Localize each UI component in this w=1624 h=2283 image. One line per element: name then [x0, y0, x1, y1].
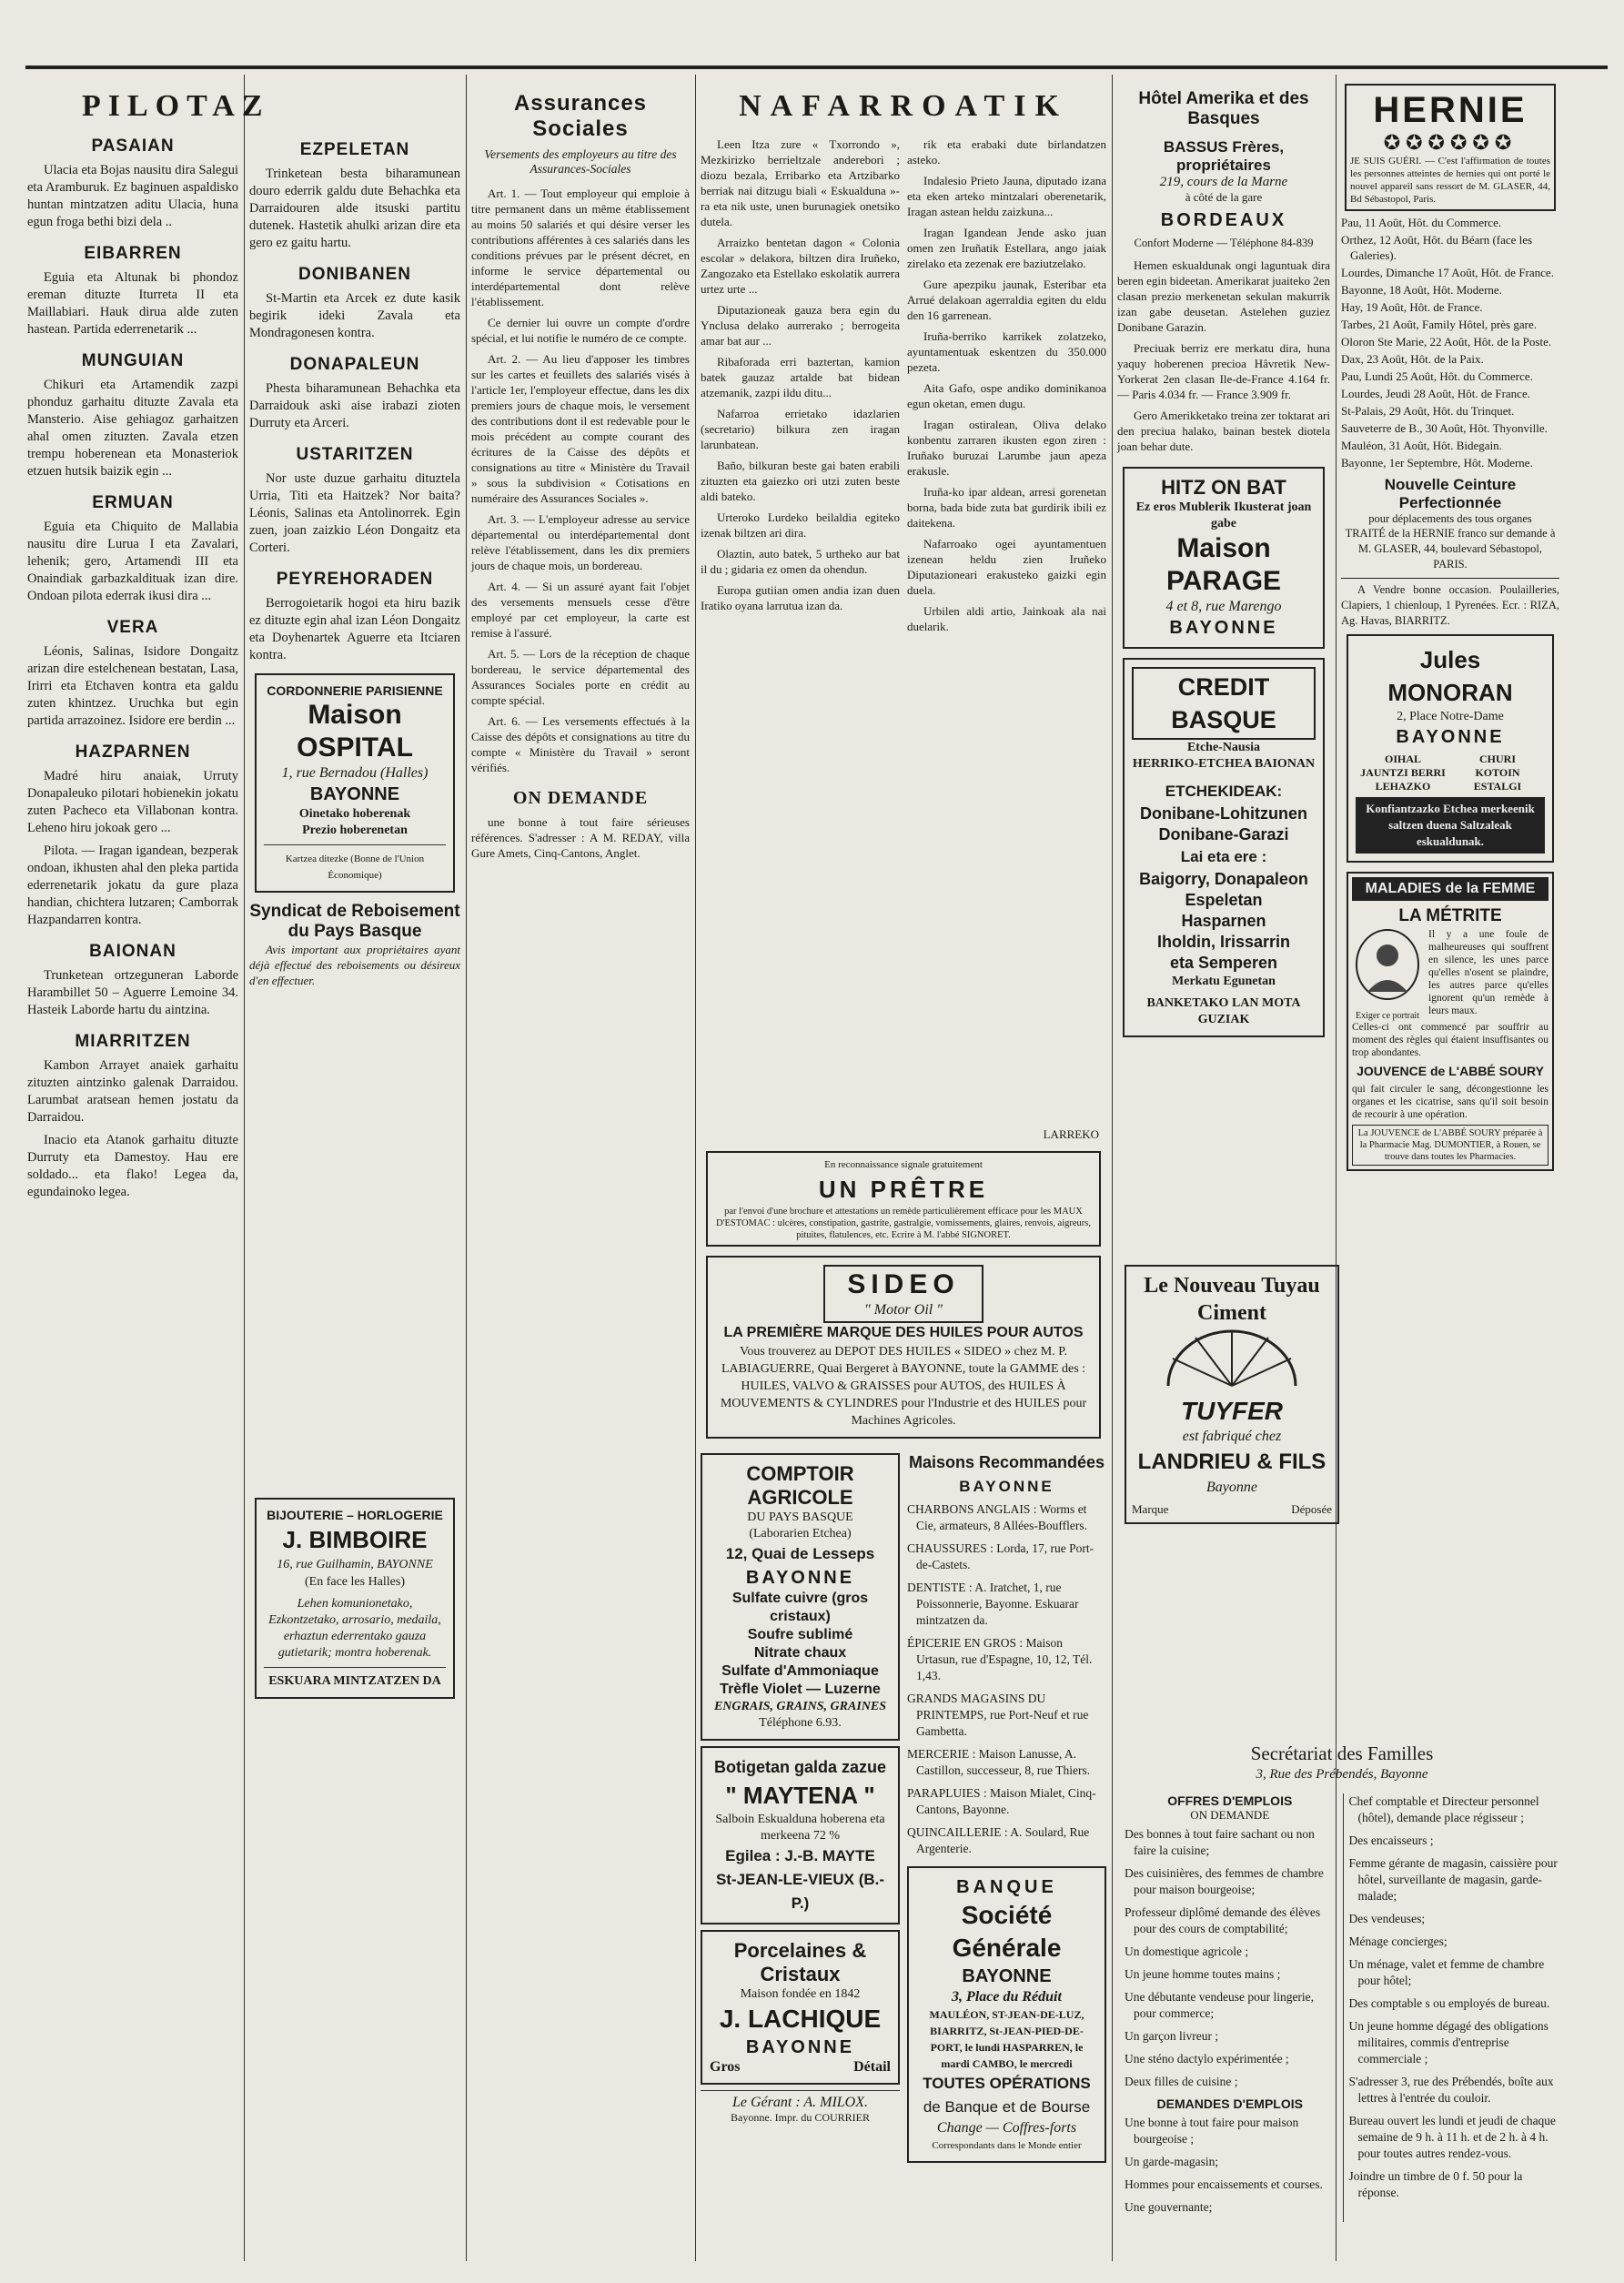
- section-title: NAFARROATIK: [739, 89, 1068, 123]
- hotel-tel: Confort Moderne — Téléphone 84-839: [1134, 237, 1314, 249]
- offres-title: OFFRES D'EMPLOIS: [1167, 1793, 1293, 1808]
- offre-item: Un domestique agricole ;: [1125, 1945, 1249, 1958]
- section-heading: EZPELETAN: [299, 140, 410, 159]
- secretariat-item: Des encaisseurs ;: [1348, 1833, 1434, 1847]
- hernie-tour: [1341, 215, 1559, 470]
- section-body: Kambon Arrayet anaiek garhaitu zituzten aintzinko galenak Darraidou. Larumbat aratsean hemen jostatu da Darraidou.: [27, 1058, 238, 1125]
- tour-stop: Mauléon, 31 Août, Hôt. Bidegain.: [1341, 439, 1502, 452]
- ad-item: Nitrate chaux: [753, 1645, 847, 1661]
- secretariat-item: Un jeune homme dégagé des obligations militaires, commis d'entreprise commerciale ;: [1348, 2019, 1548, 2066]
- hotel-title: Hôtel Amerika et des Basques: [1138, 89, 1309, 128]
- ad-body: qui fait circuler le sang, décongestionne les organes et les cicatrise, sans qu'il soit besoin de recourir à une opération.: [1352, 1084, 1548, 1120]
- ad-sideo: [706, 1256, 1101, 1439]
- tour-stop: Pau, 11 Août, Hôt. du Commerce.: [1341, 216, 1502, 229]
- section-body: Chikuri eta Artamendik zazpi phonduz garhaitu dituzte Zavala eta Mansterio. Aise gehiagoz garhaitzen ahal omen zituzten. Zavala etzen trempu hoberenean eta Monasteriok etzuen hutsik baizik egin ...: [27, 378, 238, 479]
- ad-grid: [1356, 753, 1545, 793]
- ad-city: BAYONNE: [745, 1568, 855, 1588]
- grid-cell: ESTALGI: [1473, 780, 1522, 793]
- tour-stop: Dax, 23 Août, Hôt. de la Paix.: [1341, 352, 1484, 366]
- tour-stop: Lourdes, Dimanche 17 Août, Hôt. de France.: [1341, 266, 1554, 279]
- demande-item: Une bonne à tout faire pour maison bourgeoise ;: [1125, 2116, 1299, 2146]
- ad-maytena: [701, 1746, 900, 1924]
- grid-cell: OIHAL: [1384, 753, 1421, 765]
- column-rule: [1112, 75, 1113, 2261]
- section-body: Madré hiru anaiak, Urruty Donapaleuko pilotari hobienekin jokatu zuten Pacheco eta Villabonan kontra. Leheno hiru jokoak gero ...: [27, 769, 238, 835]
- ad-name: Porcelaines & Cristaux: [733, 1939, 867, 1985]
- ads-left: [701, 1448, 900, 2172]
- ad-body: Salboin Eskualduna hoberena eta merkeena 72 %: [715, 1813, 885, 1843]
- credit-place: Donibane-Lohitzunen: [1140, 804, 1307, 823]
- article-paragraph: Art. 2. — Au lieu d'apposer les timbres sur les cartes et feuillets des salariés visés à l'article 1er, l'employeur effectue, dans les dix premiers jours de chaque mois, le versement des contributions dont il est redevable pour le mois précédent au compte courant des écritures de la Caisse des dépôts et consignations au titre « Ministère du Travail » sous la subdivision « Cotisations en numéraire des Assurances Sociales ».: [471, 352, 690, 505]
- secretariat-item: Ménage concierges;: [1348, 1934, 1447, 1948]
- section-body: St-Martin eta Arcek ez dute kasik begirik ideki Zavala eta Mondragonesen kontra.: [249, 291, 460, 340]
- tour-stop: Hay, 19 Août, Hôt. de France.: [1341, 300, 1483, 314]
- article-paragraph: Olaztin, auto batek, 5 urtheko aur bat il du ; gidaria ez omen da ohendun.: [701, 547, 900, 576]
- grid-cell: CHURI: [1478, 753, 1516, 765]
- offre-item: Un garçon livreur ;: [1125, 2029, 1219, 2043]
- demandes-title: DEMANDES D'EMPLOIS: [1156, 2096, 1303, 2111]
- section-body: Pilota. — Iragan igandean, bezperak ondoan, ikhusten ahal den pleka partida ederrenetarik jokatu da gure plaza handian, chichtera lutzaren; Camborrak Hazpandarren kontra.: [27, 843, 238, 927]
- nafarroatik-left: [701, 136, 900, 1124]
- offre-item: Deux filles de cuisine ;: [1125, 2075, 1238, 2088]
- ad-city: BAYONNE: [962, 1966, 1052, 1986]
- article-paragraph: rik eta erabaki dute birlandatzen asteko.: [907, 137, 1106, 167]
- portrait-caption: Exiger ce portrait: [1356, 1011, 1419, 1021]
- ad-sub: Ez eros Mublerik Ikusterat joan gabe: [1135, 500, 1312, 530]
- ad-title: Le Nouveau Tuyau Ciment: [1144, 1274, 1320, 1325]
- ad-name: Maison PARAGE: [1165, 533, 1282, 596]
- ad-sub: LA MÉTRITE: [1398, 906, 1502, 925]
- ad-address: 3, Place du Réduit: [952, 1989, 1062, 2005]
- ad-address: 1, rue Bernadou (Halles): [281, 765, 429, 781]
- hotel-city: BORDEAUX: [1160, 210, 1287, 230]
- section-body: Nor uste duzue garhaitu dituztela Urria, Titi eta Haitzek? Nor baita? Léonis, Salinas eta Antolinorrek. Egin zuen, joan zaizkio Léon Dongaitz eta Corteri.: [249, 471, 460, 555]
- credit-place: Donibane-Garazi: [1158, 825, 1289, 843]
- maisons-title: Maisons Recommandées: [908, 1453, 1105, 1471]
- on-demande-title: ON DEMANDE: [512, 788, 649, 808]
- article-paragraph: Art. 3. — L'employeur adresse au service départemental ou interdépartemental dont relève l'établissement, dans les dix premiers jours de chaque mois, un bordereau.: [471, 512, 690, 572]
- grid-cell: KOTOIN: [1475, 766, 1520, 779]
- column-pilotaz: [27, 80, 270, 2265]
- offre-item: Des cuisinières, des femmes de chambre pour maison bourgeoise;: [1125, 1866, 1324, 1896]
- section-title: Assurances Sociales: [513, 91, 648, 141]
- ad-items: [710, 1590, 891, 1699]
- ad-name: SIDEO: [847, 1269, 960, 1299]
- article-paragraph: Iragan ostiralean, Oliva delako konbentu zarraren ikusten egon ziren : Iruñako buruzai Larumbe jaun apeza erakusle.: [907, 418, 1106, 478]
- hotel-body: Hemen eskualdunak ongi laguntuak dira beren egin bideetan. Amerikarat juaiteko 2en clasan prezio merkenetan sekulan makurrik izan gabe deusetan. Astelehen guziez Donibane Garazin.: [1117, 258, 1330, 334]
- ad-footer: Konfiantzazko Etchea merkeenik saltzen duena Saltzaleak eskualdunak.: [1356, 797, 1545, 854]
- ad-item: Trèfle Violet — Luzerne: [720, 1682, 881, 1697]
- hotel-owner: BASSUS Frères, propriétaires: [1163, 138, 1285, 174]
- article-paragraph: Aita Gafo, ospe andiko dominikanoa egun oketan, emen dugu.: [907, 381, 1106, 410]
- ad-note: Merkatu Egunetan: [1172, 975, 1276, 988]
- ad-city: Bayonne: [1206, 1480, 1257, 1495]
- ad-body: JE SUIS GUÉRI. — C'est l'affirmation de toutes les personnes atteintes de hernies qui ont porté le nouvel appareil sans ressort de M. GLASER, 44, Bd Sébastopol, Paris.: [1350, 156, 1550, 205]
- hotel-address: 219, cours de la Marne: [1159, 175, 1288, 189]
- ad-places: [1132, 869, 1316, 974]
- offre-item: Des bonnes à tout faire sachant ou non faire la cuisine;: [1125, 1827, 1315, 1857]
- article-paragraph: Iruña-berriko karrikek zolatzeko, ayuntamentuak eskentzen du 350.000 pezeta.: [907, 329, 1106, 374]
- ad-unpretre: [706, 1151, 1101, 1247]
- section-heading: ERMUAN: [92, 493, 174, 512]
- ad-name: J. BIMBOIRE: [282, 1526, 428, 1553]
- ad-top: Botigetan galda zazue: [713, 1758, 887, 1776]
- ad-gros: Gros: [710, 2059, 741, 2075]
- section-subtitle: Versements des employeurs au titre des Assurances-Sociales: [484, 147, 677, 176]
- section-body: Eguia eta Chiquito de Mallabia nausitu dire Lurua I eta Zavalari, lehenik; gero, Artamendi III eta Onaindiak garbazkaldituak izan dire. Ondoan pilota ederrak ikusi dira ...: [27, 520, 238, 603]
- ad-city: BAYONNE: [1396, 727, 1505, 747]
- ad-owner: J. LACHIQUE: [719, 2005, 882, 2033]
- article-paragraph: Arraizko bentetan dagon « Colonia escolar » delakora, biltzen dira Iruñeko, Zangozako eta Estellako eskolatik aurrera urtez urte ...: [701, 236, 900, 296]
- maison-item: MERCERIE : Maison Lanusse, A. Castillon, successeur, 8, rue Thiers.: [907, 1747, 1091, 1777]
- ad-sub: HERRIKO-ETCHEA BAIONAN: [1132, 757, 1316, 771]
- secretariat-item: Un ménage, valet et femme de chambre pour hôtel;: [1348, 1957, 1545, 1987]
- hotel-near: à côté de la gare: [1185, 190, 1263, 204]
- ad-city: St-JEAN-LE-VIEUX (B.-P.): [715, 1871, 885, 1912]
- offres-list: [1125, 1826, 1336, 2090]
- section-heading: PEYREHORADEN: [276, 570, 434, 589]
- article-paragraph: Nafarroako ogei ayuntamentuen izenean heldu zien Iruñeko Diputazioneari erakusteko gaizki egin duela.: [907, 537, 1106, 597]
- ad-body: Celles-ci ont commencé par souffrir au moment des règles qui étaient insuffisantes ou trop abondantes.: [1352, 1022, 1548, 1058]
- article-paragraph: Urbilen aldi artio, Jainkoak ala nai duelarik.: [907, 604, 1106, 633]
- gerant: Le Gérant : A. MILOX.: [701, 2090, 900, 2111]
- offres-sub: ON DEMANDE: [1190, 1808, 1270, 1822]
- signature: LARREKO: [1043, 1127, 1099, 1141]
- article-paragraph: Indalesio Prieto Jauna, diputado izana eta eken arteko mintzalari oberenetarik, Iragan astean heldu zaizkuna...: [907, 174, 1106, 218]
- tour-stop: Bayonne, 1er Septembre, Hôt. Moderne.: [1341, 456, 1533, 470]
- credit-place: Hasparnen: [1181, 912, 1266, 930]
- medals-icon: ✪✪✪✪✪✪: [1383, 131, 1518, 154]
- ad-name: Jules MONORAN: [1387, 646, 1513, 706]
- ad-top: CORDONNERIE PARISIENNE: [267, 683, 443, 698]
- credit-place: Baigorry, Donapaleon: [1139, 870, 1308, 888]
- maison-item: QUINCAILLERIE : A. Soulard, Rue Argenterie.: [907, 1825, 1090, 1855]
- article-paragraph: Nafarroa errietako idazlarien (secretario) bilkura zen iragan larunbatean.: [701, 407, 900, 451]
- sunburst-icon: [1141, 1327, 1323, 1390]
- ad-note: (En face les Halles): [305, 1575, 405, 1589]
- section-heading: EIBARREN: [84, 244, 182, 263]
- secretariat-item: S'adresser 3, rue des Prébendés, boîte aux lettres à l'entrée du couloir.: [1348, 2075, 1554, 2105]
- maison-item: GRANDS MAGASINS DU PRINTEMPS, rue Port-Neuf et rue Gambetta.: [907, 1692, 1089, 1738]
- ad-footer: ESKUARA MINTZATZEN DA: [268, 1674, 441, 1688]
- secretariat-address: 3, Rue des Prébendés, Bayonne: [1256, 1767, 1428, 1782]
- offre-item: Une débutante vendeuse pour lingerie, pour commerce;: [1125, 1990, 1315, 2020]
- ad-city: BAYONNE: [1169, 618, 1278, 638]
- ad-monoran: [1347, 634, 1554, 863]
- ad-city: BAYONNE: [745, 2037, 855, 2057]
- ad-item: Sulfate d'Ammoniaque: [721, 1663, 879, 1679]
- section-body: Trinketean besta biharamunean douro ederrik galdu dute Behachka eta Darraidouren alde itsuski partitu dutenek. Hastetik ahulki arizan dire eta gero ez gaitu hartu.: [249, 167, 460, 250]
- a-vendre: A Vendre bonne occasion. Poulailleries, Clapiers, 1 chienloup, 1 Pyrenées. Ecr. : RIZA, Ag. Havas, BIARRITZ.: [1341, 578, 1559, 629]
- ad-sub: Maison fondée en 1842: [740, 1987, 861, 2001]
- secretariat-left: [1125, 1793, 1336, 2222]
- ad-body: Vous trouverez au DEPOT DES HUILES « SIDEO » chez M. P. LABIAGUERRE, Quai Bergeret à BAYONNE, toute la GAMME des : HUILES, VALVO & GRAISSES pour AUTOS, des HUILES À MOUVEMENTS & CYLINDRES pour l'Industrie et des HUILES pour Machines Agricoles.: [720, 1345, 1087, 1428]
- article-paragraph: Baño, bilkuran beste gai baten erabili zituzten eta gaiezko ori utzi zuten beste aldi bateko.: [701, 459, 900, 503]
- maison-item: DENTISTE : A. Iratchet, 1, rue Poissonnerie, Bayonne. Eskuarar mintzatzen da.: [907, 1581, 1079, 1627]
- ad-footer: La JOUVENCE de L'ABBÉ SOURY préparée à la Pharmacie Mag. DUMONTIER, à Rouen, se trouve dans toutes les Pharmacies.: [1352, 1125, 1548, 1166]
- column-rule: [695, 75, 696, 2261]
- credit-place: Espeletan: [1185, 891, 1263, 909]
- ad-gros-detail: [710, 2059, 891, 2076]
- section-heading: BAIONAN: [89, 942, 177, 961]
- secretariat-item: Des vendeuses;: [1348, 1912, 1426, 1925]
- article-paragraph: Art. 1. — Tout employeur qui emploie à titre permanent dans un même établissement au moins 50 salariés et qui désire verser les contributions afférentes à ces salariés dans les conditions prévues par le présent décret, en informe le service départemental ou interdépartemental dont relève l'établissement.: [471, 187, 690, 308]
- ad-bijouterie: [255, 1498, 455, 1699]
- ad-marque: [1132, 1502, 1332, 1517]
- ad-name: " MAYTENA ": [725, 1782, 875, 1809]
- column-rule: [244, 75, 245, 2261]
- section-body: Berrogoietarik hogoi eta hiru bazik ez dituzte egin ahal izan Léon Dongaitz eta Doyhenartek Aguerre eta Itciaren kontra.: [249, 596, 460, 662]
- tour-stop: Tarbes, 21 Août, Family Hôtel, près gare.: [1341, 318, 1537, 331]
- ad-comptoir: [701, 1453, 900, 1741]
- secretariat-item: Joindre un timbre de 0 f. 50 pour la réponse.: [1348, 2169, 1523, 2199]
- ad-places: [1132, 803, 1316, 845]
- credit-place: Iholdin, Irissarrin: [1156, 933, 1291, 951]
- ad-made: est fabriqué chez: [1182, 1429, 1282, 1444]
- ad-lachique: [701, 1930, 900, 2085]
- nafarroatik-text: [701, 136, 1106, 1124]
- maisons-city: BAYONNE: [959, 1478, 1054, 1495]
- ad-name: HERNIE: [1373, 90, 1528, 130]
- section-title: PILOTAZ: [82, 89, 270, 123]
- section-heading: MUNGUIAN: [81, 351, 185, 370]
- tour-stop: Sauveterre de B., 30 Août, Hôt. Thyonville.: [1341, 421, 1548, 435]
- ad-branches: MAULÉON, ST-JEAN-DE-LUZ, BIARRITZ, St-JEAN-PIED-DE-PORT, le lundi HASPARREN, le mardi CAMBO, le mercredi: [929, 2008, 1084, 2070]
- ad-item: Soufre sublimé: [747, 1627, 853, 1642]
- ad-detail: Détail: [853, 2059, 891, 2075]
- ad-item: Sulfate cuivre (gros cristaux): [731, 1591, 869, 1624]
- section-body: Phesta biharamunean Behachka eta Darraidouk aski aise irabazi zioten Durruty eta Arceri.: [249, 381, 460, 430]
- ad-sub: " Motor Oil ": [864, 1302, 943, 1318]
- article-paragraph: Leen Itza zure « Txorrondo », Mezkirizko berrieltzale anderebori ; diozu bezala, Erribarko eta Artzibarko berriak nai ditzugu biali « Eskualduna »-ra eta nik uste, unen burunagiek onetsiko dutela.: [701, 137, 900, 228]
- ad-maker: Egilea : J.-B. MAYTE: [725, 1847, 875, 1864]
- pilotaz2-sections: [249, 140, 460, 664]
- ad-marque-right: Déposée: [1291, 1502, 1332, 1516]
- ad-top: En reconnaissance signale gratuitement: [824, 1159, 983, 1170]
- offre-item: Un jeune homme toutes mains ;: [1125, 1967, 1281, 1981]
- nafarroatik-ads: [701, 1448, 1106, 2172]
- tour-stop: Oloron Ste Marie, 22 Août, Hôt. de la Poste.: [1341, 335, 1552, 349]
- section-body: Trunketean ortzeguneran Laborde Harambillet 50 – Aguerre Lemoine 34. Hasteik Laborde hartu du aintzina.: [27, 968, 238, 1017]
- section-heading: DONAPALEUN: [289, 355, 420, 374]
- tour-stop: Lourdes, Jeudi 28 Août, Hôt. de France.: [1341, 387, 1530, 400]
- ad-title: LA PREMIÈRE MARQUE DES HUILES POUR AUTOS: [723, 1325, 1084, 1340]
- maisons-recommandees: [907, 1453, 1106, 1857]
- article-paragraph: Art. 5. — Lors de la réception de chaque bordereau, le service départemental des Assurances Sociales porte en crédit au compte spécial.: [471, 647, 690, 707]
- section-body: Léonis, Salinas, Isidore Dongaitz arizan dire estelchenean bestatan, Lasa, Irirri eta Etchaven kontra eta galdu zuten khintzez. Uruchka but egin partida arrazoinez. Isidore ere berdin ...: [27, 644, 238, 728]
- ad-marque-left: Marque: [1132, 1502, 1169, 1516]
- secretariat-item: Des comptable s ou employés de bureau.: [1348, 1996, 1550, 2010]
- secretariat: [1125, 1743, 1559, 2222]
- secretariat-item: Bureau ouvert les lundi et jeudi de chaque semaine de 9 h. à 11 h. et de 2 h. à 4 h. pour toutes autres rendez-vous.: [1348, 2114, 1557, 2160]
- offre-item: Professeur diplômé demande des élèves pour des cours de comptabilité;: [1125, 1905, 1321, 1935]
- ceinture-sub: pour déplacements des tous organes: [1368, 512, 1532, 525]
- maladies-top: [1352, 928, 1548, 1021]
- top-rule: [25, 66, 1608, 69]
- demande-item: Une gouvernante;: [1125, 2200, 1213, 2214]
- secretariat-columns: [1125, 1793, 1559, 2222]
- assurances-body: [471, 186, 690, 775]
- article-paragraph: Art. 6. — Les versements effectués à la Caisse des dépôts et consignations au titre du compte « Ministère du Travail » seront vérifiés.: [471, 714, 690, 774]
- article-paragraph: Iragan Igandean Jende asko juan omen zen Iruñatik Estellara, ango jaiak zirelako eta zezenak ere baziutzelako.: [907, 226, 1106, 270]
- ad-maladies: [1347, 872, 1554, 1171]
- secretariat-item: Femme gérante de magasin, caissière pour hôtel, surveillante de magasin, garde-malade;: [1348, 1856, 1558, 1903]
- ad-name: TUYFER: [1181, 1397, 1283, 1425]
- column-pilotaz-continued: [249, 127, 460, 2265]
- syndicat-title: Syndicat de Reboisement du Pays Basque: [249, 902, 460, 941]
- ad-label: ETCHEKIDEAK:: [1165, 783, 1283, 800]
- ad-label: Lai eta ere :: [1180, 848, 1267, 865]
- on-demande-body: une bonne à tout faire sérieuses références. S'adresser : A M. REDAY, villa Gure Amets, Cinq-Cantons, Anglet.: [471, 815, 690, 860]
- ad-title: MALADIES de la FEMME: [1352, 877, 1548, 901]
- article-paragraph: Ce dernier lui ouvre un compte d'ordre spécial, et lui notifie le numéro de ce compte.: [471, 316, 690, 345]
- secretariat-item: Chef comptable et Directeur personnel (hôtel), demande place régisseur ;: [1348, 1794, 1539, 1824]
- syndicat-notice: [249, 902, 460, 988]
- ad-body: Il y a une foule de malheureuses qui souffrent en silence, les unes parce qu'elles n'osent se plaindre, les autres parce qu'elles ignorent qu'un remède à leurs maux.: [1428, 929, 1548, 1016]
- maison-item: CHARBONS ANGLAIS : Worms et Cie, armateurs, 8 Allées-Boufflers.: [907, 1502, 1087, 1532]
- ad-jouvence: JOUVENCE de L'ABBÉ SOURY: [1357, 1064, 1544, 1078]
- ad-name: UN PRÊTRE: [818, 1176, 989, 1203]
- ad-hernie: [1345, 84, 1556, 211]
- ad-top: HITZ ON BAT: [1161, 476, 1286, 499]
- pilotaz-sections: [27, 136, 238, 1201]
- demande-item: Un garde-magasin;: [1125, 2155, 1219, 2168]
- ad-parage: [1123, 467, 1325, 649]
- ad-change: Change — Coffres-forts: [936, 2120, 1077, 2136]
- ad-name: CREDIT BASQUE: [1132, 667, 1316, 740]
- ad-sub: DU PAYS BASQUE: [747, 1510, 853, 1524]
- ad-credit-basque: [1123, 658, 1325, 1037]
- ad-name: COMPTOIR AGRICOLE: [746, 1462, 854, 1509]
- hotel-body: Gero Amerikketako treina zer toktarat ari den preciua halako, bainan bestek diotela joan behar dute.: [1117, 409, 1330, 453]
- ad-banque: [907, 1866, 1106, 2163]
- ad-line: Oinetako hoberenak: [298, 807, 411, 821]
- imprimerie: Bayonne. Impr. du COURRIER: [731, 2111, 870, 2124]
- section-body: Inacio eta Atanok garhaitu dituzte Durruty eta Damestoy. Hau ere soldado... eta flako! Legea da, egundainoko legea.: [27, 1133, 238, 1199]
- section-heading: MIARRITZEN: [75, 1032, 191, 1051]
- column-rule: [466, 75, 467, 2261]
- section-heading: HAZPARNEN: [75, 742, 191, 762]
- ad-corr: Correspondants dans le Monde entier: [932, 2140, 1082, 2151]
- section-body: Ulacia eta Bojas nausitu dira Salegui eta Aramburuk. Ez baginuen aspaldisko huntan mintzatzen aditu Ulacia, huna egun froga bethi bizi dela ..: [27, 163, 238, 229]
- ads-right: [907, 1448, 1106, 2172]
- maison-item: CHAUSSURES : Lorda, 17, rue Port-de-Castets.: [907, 1541, 1094, 1571]
- ad-footer: ENGRAIS, GRAINS, GRAINES: [713, 1700, 887, 1713]
- ad-note: (Laborarien Etchea): [749, 1527, 852, 1541]
- article-paragraph: Ribaforada erri baztertan, kamion batek gauzaz artalde bat bidean atzemanik, zazpi ildu ditu...: [701, 355, 900, 399]
- demande-item: Hommes pour encaissements et courses.: [1125, 2177, 1323, 2191]
- tour-stop: St-Palais, 29 Août, Hôt. du Trinquet.: [1341, 404, 1515, 418]
- ad-body: Lehen komunionetako, Ezkontzetako, arrosario, medaila, erhaztun ederrentako gauza gutietarik; montra hoberenak.: [268, 1597, 441, 1660]
- ceinture-title: Nouvelle Ceinture Perfectionnée: [1384, 476, 1517, 511]
- sideo-logo: [823, 1265, 983, 1323]
- ad-tuyau: [1125, 1265, 1339, 1524]
- ad-top: BIJOUTERIE – HORLOGERIE: [267, 1508, 443, 1522]
- article-paragraph: Art. 4. — Si un assuré ayant fait l'objet des versements mensuels cesse d'être employé par cet employeur, la carte est remise à l'assuré.: [471, 580, 690, 640]
- ad-address: 16, rue Guilhamin, BAYONNE: [277, 1558, 433, 1571]
- offre-item: Une sténo dactylo expérimentée ;: [1125, 2052, 1289, 2066]
- ad-tel: Téléphone 6.93.: [759, 1716, 842, 1730]
- ad-maker: LANDRIEU & FILS: [1137, 1450, 1326, 1474]
- syndicat-body: Avis important aux propriétaires ayant déjà effectué des reboisements ou désireux d'en effectuer.: [249, 943, 460, 987]
- article-paragraph: Urteroko Lurdeko beilaldia egiteko izenak biltzen ari dira.: [701, 510, 900, 540]
- maison-item: PARAPLUIES : Maison Mialet, Cinq-Cantons, Bayonne.: [907, 1786, 1096, 1816]
- portrait-icon: [1352, 928, 1423, 1006]
- article-paragraph: Diputazioneak gauza bera egin du Ynclusa delako aurrerako ; berrogeita amar bat aur ...: [701, 303, 900, 348]
- ad-address: 2, Place Notre-Dame: [1397, 710, 1504, 723]
- ad-ops2: de Banque et de Bourse: [923, 2098, 1091, 2116]
- article-paragraph: Gure apezpiku jaunak, Esteribar eta Arrué delakoan agerraldia egiten du eldu den 16 garrenean.: [907, 278, 1106, 322]
- ad-ops: TOUTES OPÉRATIONS: [923, 2075, 1091, 2092]
- traite: TRAITÉ de la HERNIE franco sur demande à M. GLASER, 44, boulevard Sébastopol, PARIS.: [1345, 527, 1556, 571]
- demandes-list: [1125, 2115, 1336, 2216]
- ad-body: par l'envoi d'une brochure et attestations un remède particulièrement efficace pour les MAUX D'ESTOMAC : ulcères, constipation, gastrite, gastralgie, vomissements, glaires, renvois, aigreurs, pituites, flatulences, etc. Ecrire à M. l'abbé SIGNORET.: [716, 1207, 1091, 1240]
- column-nafarroatik: [701, 80, 1106, 2265]
- section-heading: PASAIAN: [91, 136, 175, 156]
- section-heading: USTARITZEN: [296, 445, 414, 464]
- article-paragraph: Europa gutiian omen andia izan duen Iratiko oyana larrutua izan da.: [701, 583, 900, 612]
- ad-line: Prezio hoberenetan: [302, 823, 408, 837]
- ad-address: 4 et 8, rue Marengo: [1165, 599, 1282, 614]
- ad-footer: Kartzea ditezke (Bonne de l'Union Économique): [285, 854, 425, 881]
- ad-name: Maison OSPITAL: [297, 700, 413, 763]
- article-paragraph: Iruña-ko ipar aldean, arresi gorenetan borna, bada bide zuta bat gurdirik ibili ez daitekena.: [907, 485, 1106, 530]
- hotel-body: Preciuak berriz ere merkatu dira, huna yaquy hoberenen precioa Hâvretik New-Yorkerat 2en clasan Ile-de-France 4.164 fr. — Paris 4.034 fr. — France 3.909 fr.: [1117, 341, 1330, 401]
- nafarroatik-right: [907, 136, 1106, 1124]
- grid-cell: JAUNTZI BERRI: [1360, 766, 1446, 779]
- grid-cell: LEHAZKO: [1375, 780, 1431, 793]
- section-heading: VERA: [106, 618, 159, 637]
- credit-place: eta Semperen: [1169, 954, 1278, 972]
- maison-item: ÉPICERIE EN GROS : Maison Urtasun, rue d'Espagne, 10, 12, Tél. 1,43.: [907, 1636, 1093, 1682]
- ad-address: 12, Quai de Lesseps: [725, 1545, 875, 1562]
- ad-city: BAYONNE: [309, 784, 400, 804]
- portrait: [1352, 928, 1423, 1021]
- ad-sub: Etche-Nausia: [1186, 741, 1261, 754]
- secretariat-title: Secrétariat des Familles: [1250, 1743, 1434, 1764]
- tour-stop: Bayonne, 18 Août, Hôt. Moderne.: [1341, 283, 1502, 297]
- ad-footer: BANKETAKO LAN MOTA GUZIAK: [1146, 996, 1301, 1026]
- tour-stop: Orthez, 12 Août, Hôt. du Béarn (face les Galeries).: [1341, 233, 1533, 262]
- tour-stop: Pau, Lundi 25 Août, Hôt. du Commerce.: [1341, 369, 1533, 383]
- secretariat-right: [1343, 1793, 1560, 2222]
- section-body: Eguia eta Altunak bi phondoz ereman dituzte Iturreta II eta Maillabiari. Hauk dirua alde zuten hastean. Partida ederrenetarik ...: [27, 270, 238, 337]
- maisons-items: [907, 1501, 1106, 1857]
- column-assurances: [471, 80, 690, 2265]
- ad-top: BANQUE: [956, 1877, 1057, 1897]
- ad-cordonnerie: [255, 673, 455, 893]
- ad-name: Société Générale: [952, 1901, 1062, 1962]
- section-heading: DONIBANEN: [298, 265, 412, 284]
